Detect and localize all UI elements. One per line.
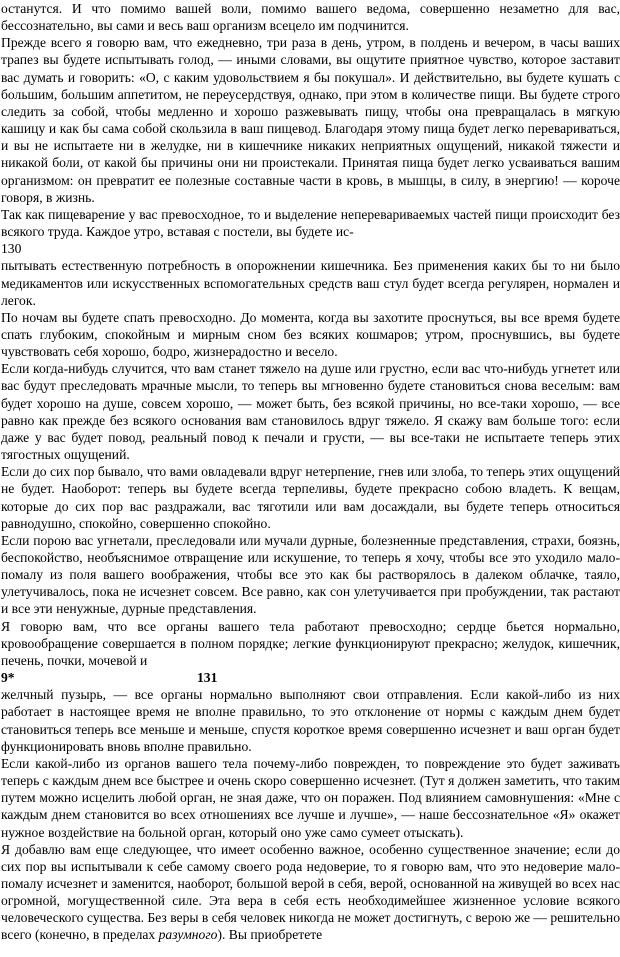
paragraph: Если порою вас угнетали, преследовали или мучали дурные, болезненные представления, страхи, боязнь, беспокойство, необъяснимое отвращение или искушение, то теперь я хочу, чтобы все это уходило мало-помалу из поля вашего воображения, чтобы все это как бы растворялось в далеком облачке, таяло, улетучивалось, пока не исчезнет совсем. Все равно, как сон улетучивается при пробуждении, так растают и все эти ненужные, дурные представления. (1, 532, 620, 617)
paragraph: Так как пищеварение у вас превосходное, то и выделение неперевариваемых частей пищи происходит без всякого труда. Каждое утро, вставая с постели, вы будете ис- (1, 206, 620, 240)
signature-mark: 9* (1, 670, 15, 686)
paragraph: пытывать естественную потребность в опорожнении кишечника. Без применения каких бы то ни было медикаментов или искусственных вспомогательных средств ваш стул будет всегда регулярен, нормален и легок. (1, 258, 620, 308)
text-after-emphasis: ). Вы приобретете (217, 927, 323, 943)
page-number-130: 130 (1, 241, 22, 257)
paragraph: Если когда-нибудь случится, что вам станет тяжело на душе или грустно, если вас что-нибудь угнетет или вас будут преследовать мрачные мысли, то теперь вы мгновенно будете становиться снова веселым: вам будет хорошо на душе, совсем хорошо, — может быть, без всякой причины, но все-таки хорошо, — все равно как прежде без всякого основания вам становилось вдруг тяжело. Я скажу вам больше того: если даже у вас будет повод, реальный повод к печали и грусти, — вы все-таки не испытаете теперь этих тягостных ощущений. (1, 361, 620, 463)
paragraph: останутся. И что помимо вашей воли, помимо вашего ведома, совершенно незаметно для вас, бессознательно, вы сами и весь ваш организм всецело им подчинится. (1, 1, 620, 34)
paragraph: Если до сих пор бывало, что вами овладевали вдруг нетерпение, гнев или злоба, то теперь этих ощущений не будет. Наоборот: теперь вы будете всегда терпеливы, будете прекрасно собою владеть. К вещам, которые до сих пор вас раздражали, вас тяготили или вам досаждали, вы будете теперь относиться равнодушно, спокойно, совершенно спокойно. (1, 464, 620, 531)
page-number-131: 131 (197, 670, 218, 686)
paragraph-last (1, 841, 620, 944)
paragraph: Я говорю вам, что все органы вашего тела работают превосходно; сердце бьется нормально, кровообращение совершается в полном порядке; легкие функционируют прекрасно; желудок, кишечник, печень, почки, мочевой и (1, 618, 620, 668)
paragraph: желчный пузырь, — все органы нормально выполняют свои отправления. Если какой-либо из них работает в настоящее время не вполне правильно, то это отклонение от нормы с каждым днем будет становиться теперь все меньше и меньше, спустя короткое время совершенно исчезнет и ваш орган будет функционировать вновь вполне правильно. (1, 687, 620, 754)
page-folio (1, 669, 620, 686)
text-before-emphasis: Я добавлю вам еще следующее, что имеет особенно важное, особенно существенное значение; если до сих пор вы испытывали к себе самому своего рода недоверие, то я говорю вам, что это недоверие мало-помалу исчезнет и заменится, наоборот, большой верой в себя, верой, основанной на живущей во всех нас огромной, могущественной силе. Эта вера в себя есть необходимейшее жизненное условие всякого человеческого существа. Без веры в себя человек никогда не может достигнуть, с верою же — решительно всего (конечно, в пределах (1, 841, 620, 943)
paragraph: По ночам вы будете спать превосходно. До момента, когда вы захотите проснуться, вы все время будете спать глубоким, спокойным и мирным сном без всяких кошмаров; утром, проснувшись, вы будете чувствовать себя хорошо, бодро, жизнерадостно и весело. (1, 309, 620, 360)
emphasis-word: разумного (158, 927, 218, 943)
paragraph: Прежде всего я говорю вам, что ежедневно, три раза в день, утром, в полдень и вечером, в часы ваших трапез вы будете испытывать голод, — иными словами, вы ощутите приятное чувство, которое заставит вас думать и говорить: «О, с каким удовольствием я бы покушал». И действительно, вы будете кушать с большим, большим аппетитом, не переусердствуя, однако, при этом в количестве пищи. Вы будете строго следить за собой, чтобы медленно и хорошо разжевывать пищу, чтобы она превращалась в мягкую кашицу и как бы сама собой скользила в ваш пищевод. Благодаря этому пища будет легко перевариваться, и вы не испытаете ни в желудке, ни в кишечнике никаких неприятных ощущений, никакой тяжести и никакой боли, от какой бы причины они ни проистекали. Принятая пища будет легко усваиваться вашим организмом: он превратит ее полезные составные части в кровь, в мышцы, в силу, в энергию! — короче говоря, в жизнь. (1, 35, 620, 205)
paragraph: Если какой-либо из органов вашего тела почему-либо поврежден, то повреждение это будет заживать теперь с каждым днем все быстрее и очень скоро совершенно исчезнет. (Тут я должен заметить, что таким путем можно исцелить любой орган, не зная даже, что он поражен. Под влиянием самовнушения: «Мне с каждым днем становится во всех отношениях все лучше и лучше», — наше бессознательное «Я» окажет нужное воздействие на больной орган, который оно уже само сумеет отыскать). (1, 755, 620, 840)
